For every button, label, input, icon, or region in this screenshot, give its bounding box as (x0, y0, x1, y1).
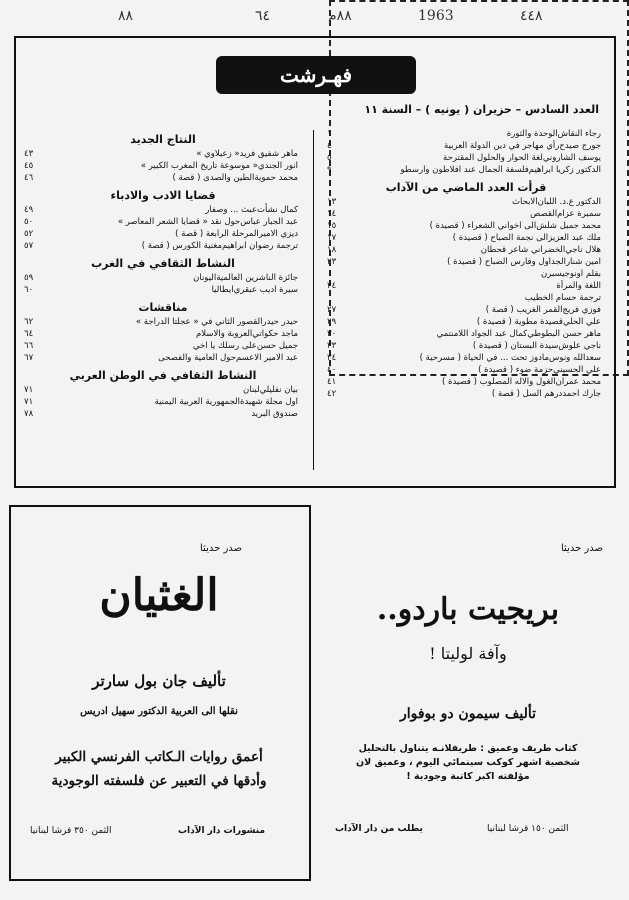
ad-order: يطلب من دار الآداب (335, 824, 423, 834)
toc-entry (327, 328, 605, 340)
ad-new-label: صدر حديثا (560, 543, 603, 554)
entry-author: ترجمة حسام الخطيب (524, 293, 601, 303)
entry-title: حزمة ضوء ( قصيدة ) (478, 365, 554, 375)
page-number: ٥٧ (24, 241, 34, 251)
ad-book-subtitle: وآفة لوليتا ! (429, 644, 507, 663)
toc-entry (24, 148, 302, 160)
page-number: ٤٦ (24, 173, 34, 183)
entry-author: ترجمة رضوان ابراهيم (222, 241, 298, 251)
section-heading: النشاط الثقافي في الوطن العربي (69, 369, 257, 382)
ad-publisher: منشورات دار الآداب (178, 826, 266, 836)
entry-author: عبد الامير الاعسم (235, 353, 298, 363)
entry-author: ماهر حسن البطوطي (527, 329, 601, 339)
entry-author: ديزي الامير (258, 229, 298, 239)
entry-title: درهم السل ( قصة ) (491, 389, 563, 399)
entry-author: جارك احمد (562, 389, 601, 399)
page-number: ١٤ (327, 209, 337, 219)
entry-author: ملك عبد العزيز (548, 233, 601, 243)
page-number: ٤٥ (24, 161, 34, 171)
ad-translator: نقلها الى العربية الدكتور سهيل ادريس (80, 706, 238, 717)
page-number: ١ (327, 129, 332, 139)
toc-entry (327, 164, 605, 176)
toc-entry (327, 292, 605, 304)
entry-author: هلال ناجي (565, 245, 601, 255)
toc-entry (24, 384, 302, 396)
section-heading: قضايا الادب والادباء (110, 189, 216, 202)
ad-book-title: بريجيت باردو.. (376, 592, 560, 627)
entry-title: قصيدة مطوية ( قصيدة ) (476, 317, 563, 327)
toc-entry (327, 140, 605, 152)
entry-title: رأي مهاجر في دين الدولة العربية (444, 141, 560, 151)
entry-title: الابحاث (511, 197, 538, 207)
handwritten-note: ٤٤٨ (520, 8, 543, 24)
page-number: ١٨ (327, 245, 337, 255)
page-number: ٢٤ (327, 281, 337, 291)
entry-author: علي الحلي (562, 317, 601, 327)
toc-entry (327, 196, 605, 208)
toc-entry (327, 316, 605, 328)
page-number: ٣٣ (327, 341, 337, 351)
entry-title: الى اخواني الشعراء ( قصيدة ) (429, 221, 537, 231)
entry-title: فلسفة الجمال عند افلاطون وارسطو (400, 165, 529, 175)
ad-desc-line: أعمق روايات الـكاتب الفرنسي الكبير (55, 749, 263, 765)
handwritten-note: ٨٨ (118, 8, 134, 24)
page-number: ٦٦ (24, 341, 34, 351)
handwritten-note: ٦٤ (255, 8, 271, 24)
ad-price: الثمن ١٥٠ قرشا لبنانيا (487, 824, 569, 834)
entry-title: ايطاليا (211, 285, 234, 295)
entry-title: لغة الحوار والحلول المقترحة (443, 153, 543, 163)
toc-entry (24, 352, 302, 364)
page-number: ١٣ (327, 197, 337, 207)
page-number: ٩ (327, 165, 332, 175)
toc-entry (327, 244, 605, 256)
entry-author (298, 408, 302, 420)
page-number (327, 292, 345, 304)
entry-title: مغنية الكورس ( قصة ) (141, 241, 222, 251)
ad-author: تأليف سيمون دو بوفوار (399, 706, 537, 722)
entry-author: ماهر شفيق فريد (239, 149, 298, 159)
entry-title: صندوق البريد (251, 409, 298, 419)
toc-entry (24, 240, 302, 252)
toc-left-column (24, 128, 302, 420)
page-number: ٦٠ (24, 285, 34, 295)
section-heading: النشاط الثقافي في الغرب (91, 257, 235, 270)
entry-author: فوزي فريج (562, 305, 601, 315)
toc-entry (24, 160, 302, 172)
toc-entry (24, 328, 302, 340)
entry-author: ناجي علوش (558, 341, 601, 351)
entry-author: ماجد حكواتي (252, 329, 298, 339)
toc-title: فهـرشت (216, 56, 416, 94)
ad-author: تأليف جان بول سارتر (92, 672, 226, 690)
section-heading: النتاج الجديد (130, 133, 196, 146)
toc-entry (327, 340, 605, 352)
toc-entry (327, 232, 605, 244)
toc-entry (24, 204, 302, 216)
entry-author: سيرة اديب عبقري (233, 285, 298, 295)
ad-nausea-frame (9, 505, 311, 881)
entry-author: سعدالله ونوس (549, 353, 601, 363)
entry-author: جورج صيدح (559, 141, 601, 151)
toc-entry (24, 272, 302, 284)
entry-author: بقلم اونوجيسبرن (541, 269, 601, 279)
page-number: ٣٤ (327, 353, 337, 363)
entry-title: العروبة والاسلام (196, 329, 253, 339)
entry-author: اول مجلة شهيدة (240, 397, 298, 407)
toc-entry (24, 284, 302, 296)
entry-author: علي الحسيني (553, 365, 601, 375)
entry-author: محمد جميل شلش (536, 221, 601, 231)
entry-title: المرحلة الرابعة ( قصة ) (175, 229, 259, 239)
entry-title: حول نقد « قضايا الشعر المعاصر » (117, 217, 241, 227)
entry-author: بيان نفليلي (259, 385, 298, 395)
page-number: ٦٤ (24, 329, 34, 339)
ad-description (18, 745, 300, 793)
entry-title (345, 292, 525, 304)
toc-entry (327, 128, 605, 140)
toc-entry (327, 376, 605, 388)
ad-description (330, 742, 606, 784)
entry-author: انور الجندي (257, 161, 298, 171)
entry-title (345, 268, 541, 280)
entry-title: الجمهورية العربية اليمنية (154, 397, 241, 407)
page-number: ١٧ (327, 233, 337, 243)
entry-author: جائزة الناشرين العالمية (216, 273, 298, 283)
ad-new-label: صدر حديثا (200, 543, 243, 554)
page-number: ٧١ (24, 385, 34, 395)
page-number: ٦٢ (24, 317, 34, 327)
page-number: ٤٠ (327, 365, 337, 375)
page-number: ٢٣ (327, 257, 337, 267)
entry-title: مادوز تحت ... في الحياة ( مسرحية ) (419, 353, 550, 363)
entry-title: « زعيلاوي » (196, 149, 240, 159)
page-number: ٤١ (327, 377, 337, 387)
entry-title: الخضراني شاعر قحطان (480, 245, 566, 255)
entry-author: كمال نشأت (257, 205, 298, 215)
entry-title: الى نجمة الصباح ( قصيدة ) (452, 233, 549, 243)
toc-entry (327, 352, 605, 364)
toc-entry (327, 280, 605, 292)
page-number (327, 268, 345, 280)
entry-title: لبنان (243, 385, 260, 395)
page-number: ٤٩ (24, 205, 34, 215)
entry-title: الطين والصدى ( قصة ) (172, 173, 255, 183)
page-number: ٧٨ (24, 409, 34, 419)
entry-title: القصور الثاني في « عجلتا الدراجة » (135, 317, 263, 327)
page-number: ٣٠ (327, 329, 337, 339)
toc-entry (24, 172, 302, 184)
toc-entry (327, 152, 605, 164)
issue-line: العدد السادس – حزيران ( يونيه ) – السنة ١١ (364, 103, 599, 116)
toc-entry (24, 228, 302, 240)
entry-title: على رسلك يا اخي (192, 341, 257, 351)
entry-title: « موسوعة تاريخ المغرب الكبير » (140, 161, 258, 171)
handwritten-note: ٨٨م (328, 8, 352, 24)
entry-title: كمال عبد الجواد اللامنتمي (436, 329, 528, 339)
entry-title: حول العامية والفصحى (158, 353, 236, 363)
page-number: ٢٧ (327, 305, 337, 315)
ad-desc-line: مؤلفته اكبر كاتبة وجودية ! (406, 771, 530, 782)
ad-desc-line: شخصية اشهر كوكب سينمائي اليوم ، وعميق لان (355, 757, 580, 768)
entry-author: يوسف الشاروني (542, 153, 601, 163)
toc-entry (24, 316, 302, 328)
page-number: ٥ (327, 153, 332, 163)
entry-author: محمد عمران (555, 377, 601, 387)
entry-author: سميرة عزام (557, 209, 601, 219)
toc-entry (327, 364, 605, 376)
page-number: ٥٩ (24, 273, 34, 283)
page-number: ١٥ (327, 221, 337, 231)
page-number: ٤٢ (327, 389, 337, 399)
toc-entry (327, 256, 605, 268)
section-heading: مناقشات (138, 301, 188, 314)
entry-author: رجاء النقاش (557, 129, 601, 139)
page-number: ٢٩ (327, 317, 337, 327)
toc-entry (327, 208, 605, 220)
toc-entry (24, 216, 302, 228)
toc-entry (24, 408, 302, 420)
toc-entry (24, 340, 302, 352)
toc-entry (327, 388, 605, 400)
toc-entry (327, 220, 605, 232)
ad-price: الثمن ٣٥٠ قرشا لبنانيا (30, 826, 112, 836)
ad-desc-line: وأدقها في التعبير عن فلسفته الوجودية (51, 773, 267, 789)
entry-author (601, 280, 605, 292)
toc-right-column (327, 128, 605, 400)
entry-author: عبد الجبار عباس (240, 217, 298, 227)
entry-author: الدكتور زكريا ابراهيم (528, 165, 601, 175)
ad-book-title: الغثيان (99, 570, 219, 621)
entry-title: عبث ... وصفار (205, 205, 258, 215)
entry-title: اللغة والمرأة (556, 281, 601, 291)
entry-author: الدكتور ع.د. اللبان (537, 197, 601, 207)
entry-author: امين شنار (565, 257, 601, 267)
entry-title: القمر الغريب ( قصة ) (485, 305, 563, 315)
section-heading: قرأت العدد الماضي من الآداب (385, 181, 547, 194)
page-number: ٦٧ (24, 353, 34, 363)
page-number: ٥٠ (24, 217, 34, 227)
page-number: ٤ (327, 141, 332, 151)
entry-author: محمد حموية (254, 173, 298, 183)
entry-title: الغول والاله المصلوب ( قصيدة ) (442, 377, 556, 387)
entry-author: جميل حسن (256, 341, 298, 351)
handwritten-note: 1963 (418, 8, 454, 24)
entry-title: القصص (530, 209, 558, 219)
page-number: ٤٣ (24, 149, 34, 159)
entry-title: الوحدة والثورة (506, 129, 558, 139)
toc-entry (327, 304, 605, 316)
toc-entry (24, 396, 302, 408)
page-number: ٥٢ (24, 229, 34, 239)
toc-entry (327, 268, 605, 280)
column-divider (313, 130, 314, 470)
page-number: ٧١ (24, 397, 34, 407)
entry-author: حيدر حيدر (262, 317, 298, 327)
entry-title: اليونان (193, 273, 217, 283)
entry-title: الجداول وفارس الصباح ( قصيدة ) (447, 257, 566, 267)
entry-title: سيدة البستان ( قصيدة ) (472, 341, 559, 351)
ad-desc-line: كتاب طريف وعميق : طريفلانـه يتناول بالتحليل (358, 743, 578, 754)
